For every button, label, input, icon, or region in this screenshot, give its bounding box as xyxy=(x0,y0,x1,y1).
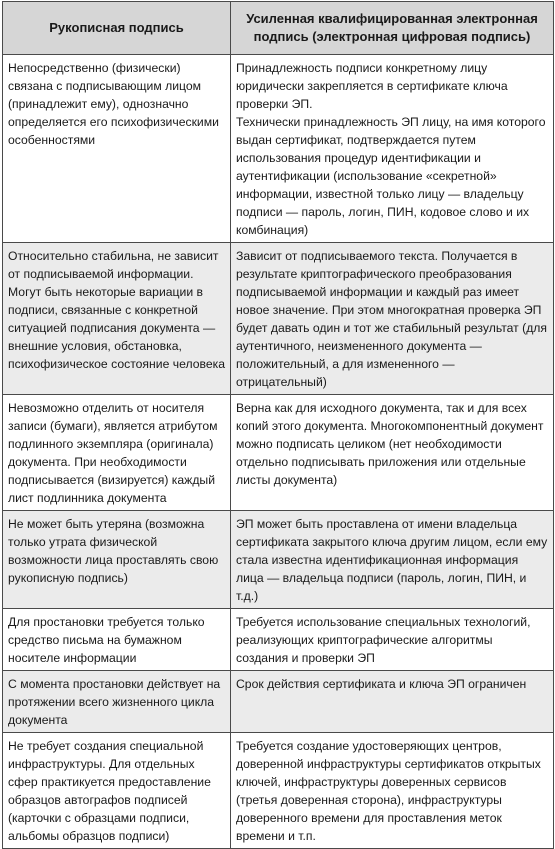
cell-handwritten: Для простановки требуется только средство письма на бумажном носителе информации xyxy=(3,609,231,671)
table-row xyxy=(3,395,554,511)
cell-electronic: Срок действия сертификата и ключа ЭП ограничен xyxy=(231,671,554,733)
table-row xyxy=(3,55,554,243)
cell-electronic: Верна как для исходного документа, так и для всех копий этого документа. Многокомпонентный документ можно подписать целиком (нет необходимости отдельно подписывать приложения или отдельные листы документа) xyxy=(231,395,554,511)
cell-electronic: ЭП может быть проставлена от имени владельца сертификата закрытого ключа другим лицом, если ему стала известна идентификационная информация лица — владельца подписи (пароль, логин, ПИН, и т.д.) xyxy=(231,511,554,609)
header-handwritten: Рукописная подпись xyxy=(3,2,231,55)
table-body xyxy=(3,55,554,849)
cell-electronic: Требуется создание удостоверяющих центров, доверенной инфраструктуры сертификатов открытых ключей, инфраструктуры доверенных сервисов (третья доверенная сторона), инфраструктуры доверенного времени для проставления меток времени и т.п. xyxy=(231,733,554,849)
header-electronic: Усиленная квалифицированная электронная подпись (электронная цифровая подпись) xyxy=(231,2,554,55)
table-header xyxy=(3,2,554,55)
cell-handwritten: Относительно стабильна, не зависит от подписываемой информации. Могут быть некоторые вариации в подписи, связанные с конкретной ситуацией подписания документа — внешние условия, обстановка, психофизическое состояние человека xyxy=(3,243,231,395)
cell-paragraph: Технически принадлежность ЭП лицу, на имя которого выдан сертификат, подтверждается путем использования процедур идентификации и аутентификации (использование «секретной» информации, известной только лицу — владельцу подписи — пароль, логин, ПИН, кодовое слово и их комбинация) xyxy=(236,115,546,237)
table-row xyxy=(3,733,554,849)
table-row xyxy=(3,609,554,671)
cell-handwritten: Непосредственно (физически) связана с подписывающим лицом (принадлежит ему), однозначно определяется его психофизическими особенностями xyxy=(3,55,231,243)
table-row xyxy=(3,243,554,395)
cell-paragraph: Принадлежность подписи конкретному лицу юридически закрепляется в сертификате ключа проверки ЭП. xyxy=(236,61,508,111)
cell-handwritten: С момента простановки действует на протяжении всего жизненного цикла документа xyxy=(3,671,231,733)
cell-handwritten: Невозможно отделить от носителя записи (бумаги), является атрибутом подлинного экземпляра (оригинала) документа. При необходимости подписывается (визируется) каждый лист подлинника документа xyxy=(3,395,231,511)
cell-electronic: Требуется использование специальных технологий, реализующих криптографические алгоритмы создания и проверки ЭП xyxy=(231,609,554,671)
header-row xyxy=(3,2,554,55)
cell-handwritten: Не может быть утеряна (возможна только утрата физической возможности лица проставлять свою рукописную подпись) xyxy=(3,511,231,609)
cell-electronic: Зависит от подписываемого текста. Получается в результате криптографического преобразования подписываемой информации и каждый раз имеет новое значение. При этом многократная проверка ЭП будет давать один и тот же стабильный результат (для аутентичного, неизмененного документа — положительный, а для измененного — отрицательный) xyxy=(231,243,554,395)
comparison-table xyxy=(2,1,554,849)
cell-electronic xyxy=(231,55,554,243)
table-row xyxy=(3,511,554,609)
table-row xyxy=(3,671,554,733)
cell-handwritten: Не требует создания специальной инфраструктуры. Для отдельных сфер практикуется предоставление образцов автографов подписей (карточки с образцами подписи, альбомы образцов подписи) xyxy=(3,733,231,849)
